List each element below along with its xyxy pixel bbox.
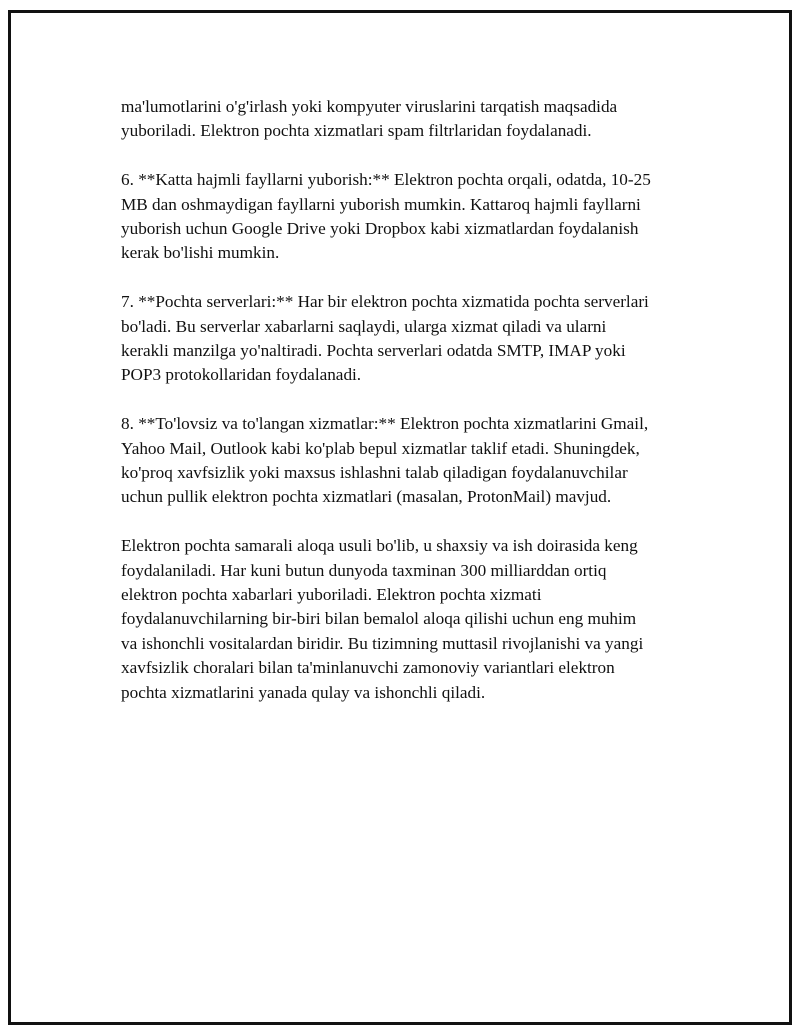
paragraph-conclusion: Elektron pochta samarali aloqa usuli bo'lib, u shaxsiy va ish doirasida keng foydalaniladi. Har kuni butun dunyoda taxminan 300 milliarddan ortiq elektron pochta xabarlari yuboriladi. Elektron pochta xizmati foydalanuvchilarning bir-biri bilan bemalol aloqa qilishi uchun eng muhim va ishonchli vositalardan biridir. Bu tizimning muttasil rivojlanishi va yangi xavfsizlik choralari bilan ta'minlanuvchi zamonoviy variantlari elektron pochta xizmatlarini yanada qulay va ishonchli qiladi. [121,536,644,702]
page-frame [8,10,792,1025]
paragraph-item-6: 6. **Katta hajmli fayllarni yuborish:** Elektron pochta orqali, odatda, 10-25 MB dan oshmaydigan fayllarni yuborish mumkin. Kattaroq hajmli fayllarni yuborish uchun Google Drive yoki Dropbox kabi xizmatlardan foydalanish kerak bo'lishi mumkin. [121,170,651,263]
paragraph-item-8: 8. **To'lovsiz va to'langan xizmatlar:** Elektron pochta xizmatlarini Gmail, Yahoo Mail, Outlook kabi ko'plab bepul xizmatlar taklif etadi. Shuningdek, ko'proq xavfsizlik yoki maxsus ishlashni talab qiladigan foydalanuvchilar uchun pullik elektron pochta xizmatlari (masalan, ProtonMail) mavjud. [121,414,649,507]
document-body [121,95,701,729]
paragraph-continuation: ma'lumotlarini o'g'irlash yoki kompyuter viruslarini tarqatish maqsadida yuboriladi. Elektron pochta xizmatlari spam filtrlaridan foydalanadi. [121,97,618,141]
paragraph-item-7: 7. **Pochta serverlari:** Har bir elektron pochta xizmatida pochta serverlari bo'ladi. Bu serverlar xabarlarni saqlaydi, ularga xizmat qiladi va ularni kerakli manzilga yo'naltiradi. Pochta serverlari odatda SMTP, IMAP yoki POP3 protokollaridan foydalanadi. [121,292,649,385]
